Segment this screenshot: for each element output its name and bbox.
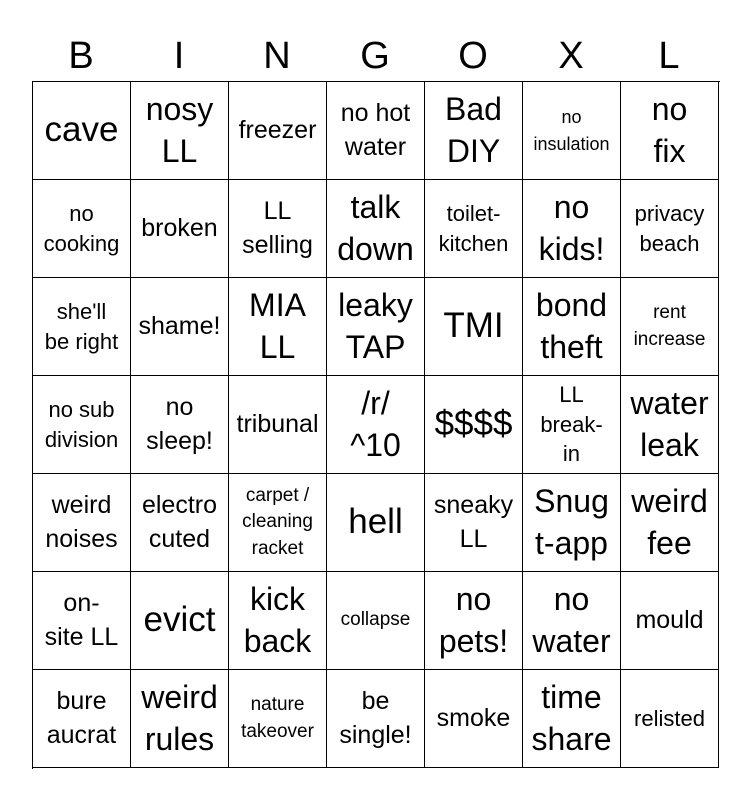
bingo-cell[interactable] — [621, 670, 719, 768]
bingo-cell-label: relisted — [634, 705, 705, 731]
bingo-cell[interactable] — [425, 82, 523, 180]
bingo-cell-label: no pets! — [438, 580, 509, 659]
bingo-cell[interactable] — [327, 278, 425, 376]
bingo-cell-label: Bad DIY — [445, 90, 502, 169]
bingo-cell-label: be single! — [339, 686, 412, 749]
bingo-cell-label: hell — [348, 502, 403, 542]
bingo-cell[interactable] — [33, 180, 131, 278]
bingo-cell[interactable] — [621, 82, 719, 180]
bingo-cell[interactable] — [131, 82, 229, 180]
bingo-cell-label: LL break- in — [540, 381, 603, 467]
bingo-cell[interactable] — [327, 670, 425, 768]
bingo-cell-label: talk down — [337, 188, 414, 267]
bingo-cell[interactable] — [425, 376, 523, 474]
bingo-cell[interactable] — [229, 670, 327, 768]
bingo-cell-label: no hot water — [340, 98, 411, 161]
bingo-cell[interactable] — [327, 572, 425, 670]
bingo-cell-label: no water — [532, 580, 611, 659]
header-letter-n: N — [263, 35, 291, 77]
header-letter-l: L — [658, 35, 680, 77]
bingo-cell-label: weird fee — [631, 482, 708, 561]
bingo-cell-label: carpet / cleaning racket — [242, 485, 313, 559]
bingo-cell[interactable] — [327, 82, 425, 180]
bingo-cell-label: no insulation — [533, 107, 610, 154]
bingo-cell-label: tribunal — [236, 409, 319, 438]
bingo-cell-label: bure aucrat — [46, 686, 117, 749]
bingo-cell[interactable] — [523, 670, 621, 768]
bingo-cell[interactable] — [425, 278, 523, 376]
bingo-cell-label: leaky TAP — [338, 286, 413, 365]
bingo-cell-label: $$$$ — [434, 404, 513, 444]
bingo-cell-label: LL selling — [242, 196, 313, 259]
bingo-cell-label: evict — [143, 600, 216, 640]
bingo-cell-label: kick back — [243, 580, 312, 659]
bingo-cell[interactable] — [621, 572, 719, 670]
bingo-cell-label: nosy LL — [145, 90, 214, 169]
bingo-cell[interactable] — [33, 474, 131, 572]
bingo-cell[interactable] — [621, 474, 719, 572]
bingo-cell[interactable] — [425, 670, 523, 768]
bingo-cell-label: Snug t-app — [534, 482, 609, 561]
bingo-cell[interactable] — [131, 180, 229, 278]
bingo-cell[interactable] — [523, 82, 621, 180]
header-letter-b: B — [68, 35, 94, 77]
bingo-cell-label: no sleep! — [146, 392, 213, 455]
bingo-cell-label: cave — [44, 110, 119, 150]
bingo-cell[interactable] — [229, 474, 327, 572]
bingo-cell[interactable] — [229, 572, 327, 670]
header-letter-x: X — [558, 35, 584, 77]
header-letter-g: G — [360, 35, 390, 77]
bingo-header — [32, 30, 718, 82]
bingo-cell[interactable] — [229, 278, 327, 376]
bingo-cell-label: toilet- kitchen — [438, 200, 509, 256]
bingo-cell-label: rent increase — [633, 302, 706, 350]
bingo-cell-label: weird noises — [45, 490, 118, 553]
bingo-cell-label: /r/ ^10 — [350, 384, 401, 463]
bingo-cell-label: bond theft — [535, 286, 608, 365]
bingo-cell[interactable] — [131, 474, 229, 572]
bingo-cell[interactable] — [621, 180, 719, 278]
bingo-cell[interactable] — [523, 180, 621, 278]
bingo-cell[interactable] — [131, 278, 229, 376]
bingo-card-grid — [32, 81, 720, 769]
bingo-cell-label: weird rules — [141, 678, 218, 757]
bingo-cell[interactable] — [523, 278, 621, 376]
bingo-cell-label: freezer — [238, 115, 317, 144]
bingo-cell-label: no cooking — [43, 200, 120, 256]
bingo-cell[interactable] — [523, 474, 621, 572]
bingo-cell[interactable] — [425, 572, 523, 670]
header-letter-o: O — [458, 35, 488, 77]
bingo-cell[interactable] — [327, 376, 425, 474]
bingo-cell-label: MIA LL — [249, 286, 306, 365]
bingo-cell[interactable] — [33, 82, 131, 180]
bingo-cell[interactable] — [131, 670, 229, 768]
bingo-cell-label: collapse — [340, 609, 411, 631]
bingo-cell[interactable] — [33, 670, 131, 768]
bingo-cell-label: she'll be right — [44, 298, 119, 354]
bingo-cell-label: no sub division — [44, 396, 119, 452]
bingo-cell-label: on- site LL — [44, 588, 119, 651]
bingo-cell[interactable] — [229, 82, 327, 180]
bingo-cell[interactable] — [33, 278, 131, 376]
bingo-cell[interactable] — [33, 376, 131, 474]
bingo-cell-label: no kids! — [538, 188, 605, 267]
bingo-cell[interactable] — [523, 376, 621, 474]
bingo-cell-label: shame! — [138, 311, 221, 340]
bingo-cell[interactable] — [327, 474, 425, 572]
bingo-cell-label: nature takeover — [241, 694, 314, 742]
bingo-cell-label: TMI — [443, 306, 504, 346]
bingo-cell[interactable] — [229, 376, 327, 474]
bingo-cell[interactable] — [425, 474, 523, 572]
bingo-cell-label: broken — [141, 213, 218, 242]
bingo-cell[interactable] — [621, 376, 719, 474]
bingo-cell[interactable] — [327, 180, 425, 278]
bingo-cell[interactable] — [229, 180, 327, 278]
bingo-cell-label: time share — [531, 678, 612, 757]
bingo-cell-label: electro cuted — [141, 490, 218, 553]
header-letter-i: I — [173, 35, 185, 77]
bingo-cell[interactable] — [131, 572, 229, 670]
bingo-cell-label: smoke — [436, 703, 511, 732]
bingo-cell-label: no fix — [651, 90, 688, 169]
bingo-cell-label: water leak — [630, 384, 709, 463]
bingo-cell-label: privacy beach — [634, 200, 705, 256]
bingo-cell[interactable] — [621, 278, 719, 376]
bingo-cell[interactable] — [33, 572, 131, 670]
bingo-cell-label: sneaky LL — [433, 490, 514, 553]
bingo-cell[interactable] — [131, 376, 229, 474]
bingo-cell[interactable] — [425, 180, 523, 278]
bingo-cell[interactable] — [523, 572, 621, 670]
bingo-cell-label: mould — [635, 605, 704, 634]
